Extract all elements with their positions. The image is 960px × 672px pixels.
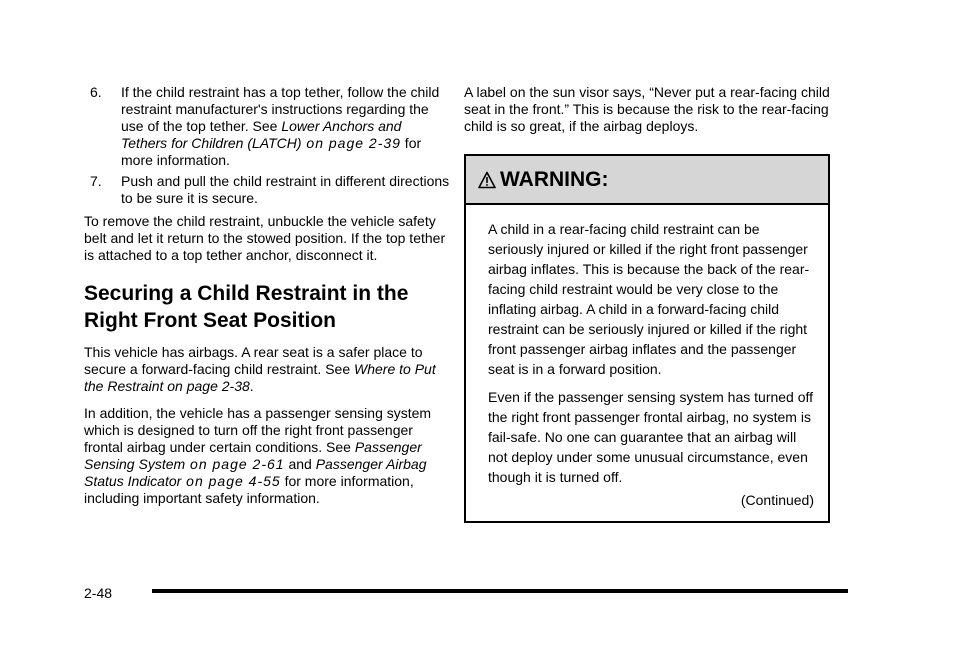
xref-passenger-sensing-link[interactable]: Passenger Sensing System: [84, 439, 422, 472]
section-heading: Securing a Child Restraint in the Right Front Seat Position: [84, 282, 409, 332]
warning-header: [466, 156, 828, 205]
paragraph-text-end: for more information, including important safety information.: [84, 473, 414, 506]
passenger-sensing-paragraph: [84, 405, 450, 507]
caution-triangle-icon: [478, 171, 496, 189]
paragraph-text: In addition, the vehicle has a passenger sensing system which is designed to turn off the right front passenger frontal airbag under certain conditions. See: [84, 405, 432, 455]
step-number: 7.: [90, 173, 102, 189]
right-column: [464, 84, 842, 523]
sun-visor-paragraph: A label on the sun visor says, “Never put a rear-facing child seat in the front.” This is because the risk to the rear-facing child is so great, if the airbag deploys.: [464, 84, 830, 134]
step-list: [84, 84, 450, 207]
warning-body: [466, 205, 828, 521]
page-number: 2-48: [84, 585, 113, 601]
step-6: [84, 84, 450, 169]
airbags-paragraph: [84, 344, 450, 395]
warning-paragraph-2: Even if the passenger sensing system has turned off the right front passenger frontal airbag, no system is fail-safe. No one can guarantee that an airbag will not deploy under some unusual circumstance, even though it is turned off.: [488, 389, 814, 485]
step-text-end: for more information.: [121, 135, 422, 168]
paragraph-text: This vehicle has airbags. A rear seat is a safer place to secure a forward-facing child restraint. See: [84, 344, 423, 377]
step-7: [84, 173, 450, 207]
footer-rule: [152, 589, 848, 593]
remove-restraint-paragraph: To remove the child restraint, unbuckle the vehicle safety belt and let it return to the stowed position. If the top tether is attached to a top tether anchor, disconnect it.: [84, 213, 446, 263]
xref-airbag-status-page[interactable]: on page 4-55: [181, 473, 281, 489]
xref-airbag-status-link[interactable]: Passenger Airbag Status Indicator: [84, 456, 427, 489]
warning-box: [464, 154, 830, 523]
xref-latch-link[interactable]: Lower Anchors and Tethers for Children (LATCH): [121, 118, 402, 151]
left-column: [84, 84, 450, 517]
xref-passenger-sensing-page[interactable]: on page 2-61: [185, 456, 285, 472]
step-text: If the child restraint has a top tether, follow the child restraint manufacturer's instructions regarding the use of the top tether. See: [121, 84, 440, 134]
step-number: 6.: [90, 84, 102, 100]
xref-latch-page[interactable]: on page 2-39: [301, 135, 401, 151]
warning-paragraph-1: A child in a rear-facing child restraint can be seriously injured or killed if the right front passenger airbag inflates. This is because the back of the rear-facing child restraint would be very close to the inflating airbag. A child in a forward-facing child restraint can be seriously injured or killed if the right front passenger airbag inflates and the passenger seat is in a forward position.: [488, 221, 810, 377]
xref-where-to-put-link[interactable]: Where to Put the Restraint on page 2-38: [84, 361, 436, 394]
step-text: Push and pull the child restraint in different directions to be sure it is secure.: [121, 173, 450, 206]
paragraph-text-mid: and: [284, 456, 316, 472]
paragraph-text-end: .: [249, 378, 254, 394]
continued-label: (Continued): [740, 492, 814, 508]
warning-title: WARNING:: [500, 167, 609, 191]
